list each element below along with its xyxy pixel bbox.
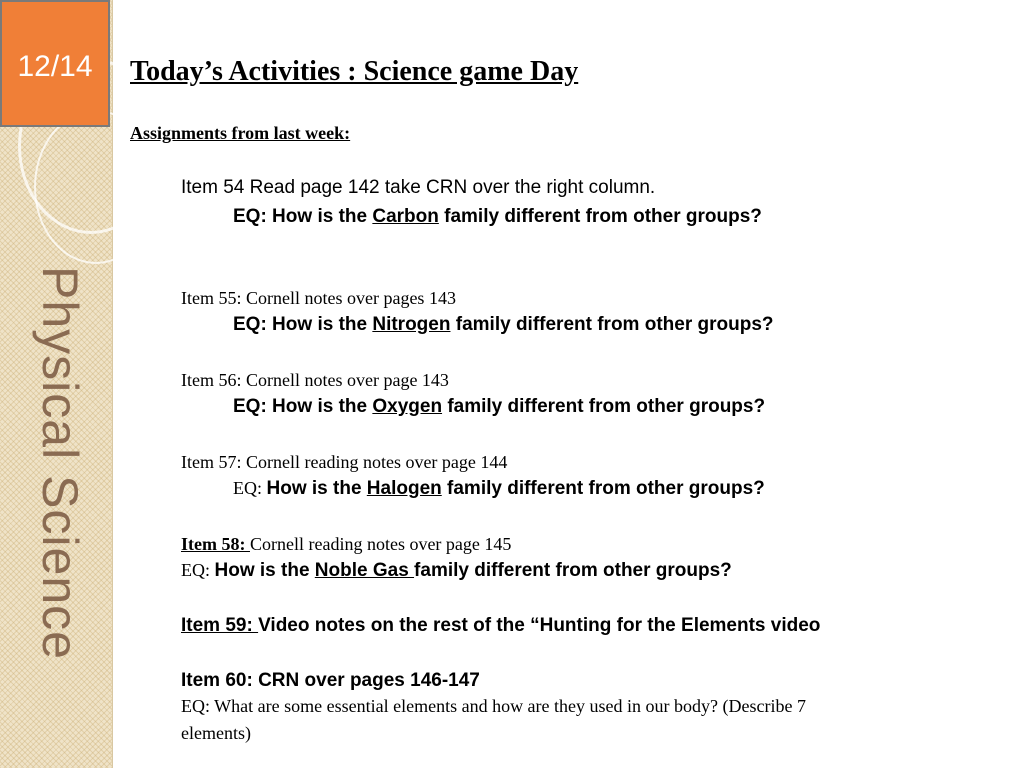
slide-title: Today’s Activities : Science game Day xyxy=(130,56,579,87)
eq-58: EQ: How is the Noble Gas family different from other groups? xyxy=(181,560,732,581)
eq-topic: Carbon xyxy=(372,206,439,227)
item-56: Item 56: Cornell notes over page 143 xyxy=(181,370,449,390)
item-55: Item 55: Cornell notes over pages 143 xyxy=(181,288,456,308)
item-59: Item 59: Video notes on the rest of the “Hunting for the Elements video xyxy=(181,615,821,636)
sidebar xyxy=(0,0,113,768)
eq-54: EQ: How is the Carbon family different from other groups? xyxy=(233,206,762,227)
eq-60-line2: elements) xyxy=(181,723,251,743)
item-54: Item 54 Read page 142 take CRN over the right column. xyxy=(181,177,656,198)
item-57: Item 57: Cornell reading notes over page 144 xyxy=(181,452,508,472)
eq-topic: Noble Gas xyxy=(314,560,415,581)
eq-60-line1: EQ: What are some essential elements and how are they used in our body? (Describe 7 xyxy=(181,696,806,716)
eq-56: EQ: How is the Oxygen family different from other groups? xyxy=(233,396,766,417)
date-text: 12/14 xyxy=(17,50,93,83)
eq-57: EQ: How is the Halogen family different from other groups? xyxy=(233,478,765,499)
item-58: Item 58: Cornell reading notes over page 145 xyxy=(181,534,512,554)
eq-55: EQ: How is the Nitrogen family different from other groups? xyxy=(233,314,774,335)
item-60: Item 60: CRN over pages 146-147 xyxy=(181,670,480,691)
side-title: Physical Science xyxy=(32,266,88,660)
date-badge xyxy=(0,0,110,127)
assignments-heading: Assignments from last week: xyxy=(130,123,351,143)
eq-topic: Oxygen xyxy=(372,396,443,417)
eq-topic: Halogen xyxy=(366,478,442,499)
eq-topic: Nitrogen xyxy=(372,314,451,335)
